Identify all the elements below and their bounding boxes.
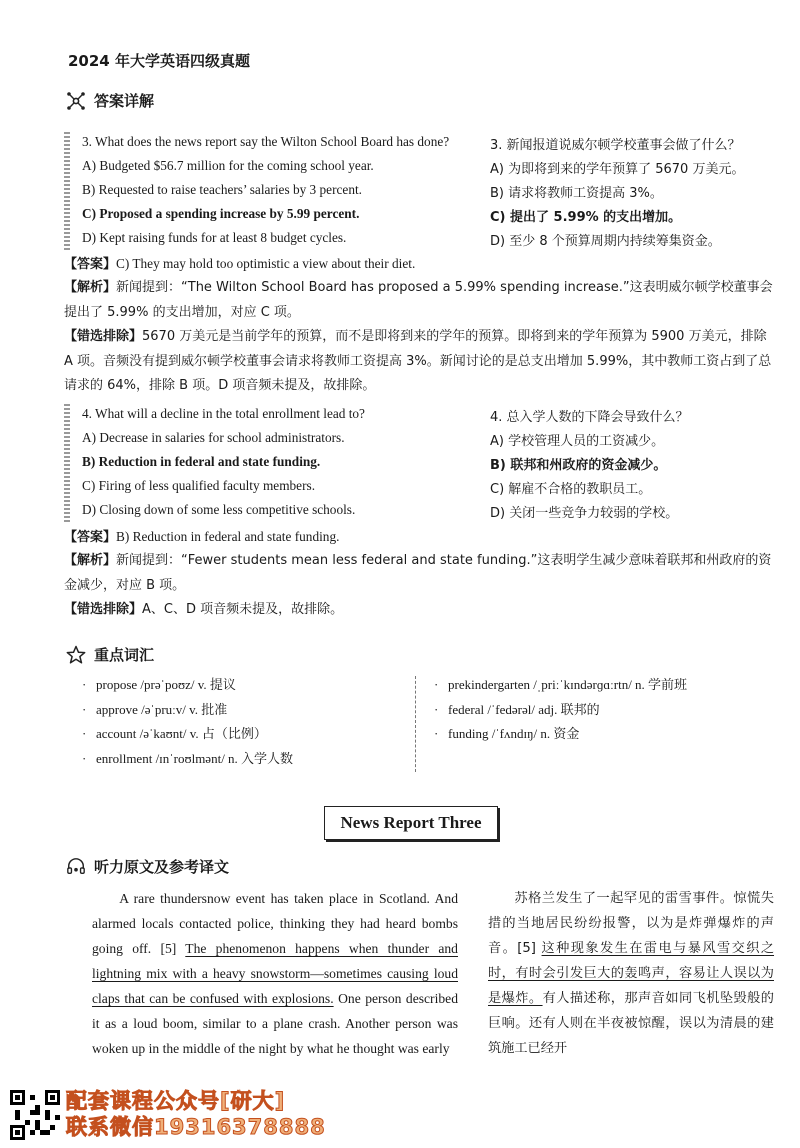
question-3-block bbox=[64, 132, 784, 250]
watermark bbox=[66, 1088, 326, 1140]
analysis-tag: 【解析】 bbox=[64, 553, 117, 568]
vocab-item: · account /əˈkaʊnt/ v. 占（比例） bbox=[82, 726, 267, 741]
elimination-text: A、C、D 项音频未提及，故排除。 bbox=[142, 602, 344, 617]
vocab-list-right bbox=[434, 673, 687, 747]
analysis-tag: 【解析】 bbox=[64, 280, 117, 295]
question-bar bbox=[64, 404, 70, 522]
q4-option-b-zh: B) 联邦和州政府的资金减少。 bbox=[490, 458, 667, 473]
q4-answer bbox=[64, 525, 776, 551]
q3-option-c-zh: C) 提出了 5.99% 的支出增加。 bbox=[490, 210, 682, 225]
q3-option-d-en: D) Kept raising funds for at least 8 budget cycles. bbox=[82, 230, 347, 245]
elimination-tag: 【错选排除】 bbox=[64, 329, 143, 344]
q3-stem-en: 3. What does the news report say the Wilton School Board has done? bbox=[82, 134, 450, 149]
question-bar bbox=[64, 132, 70, 250]
q3-stem-zh: 3. 新闻报道说威尔顿学校董事会做了什么？ bbox=[490, 138, 741, 153]
transcript-english: A rare thundersnow event has taken place in Scotland. And alarmed locals contacted police, thinking they had heard bombs going off. [5] The phenomenon happens when thunder and lightning mix with a heavy snowstorm—sometimes causing loud claps that can be confused with explosions. One person described it as a loud boom, similar to a plane crash. Another person was woken up in the middle of the night by what he thought was early bbox=[92, 891, 458, 1056]
q4-option-c-en: C) Firing of less qualified faculty members. bbox=[82, 478, 316, 493]
news-report-title: News Report Three bbox=[324, 806, 498, 840]
answer-text: C) They may hold too optimistic a view about their diet. bbox=[116, 256, 416, 271]
answer-text: B) Reduction in federal and state funding. bbox=[116, 529, 340, 544]
headphones-icon bbox=[66, 857, 86, 877]
answers-section-title: 答案详解 bbox=[94, 92, 155, 110]
answers-section-heading bbox=[66, 90, 154, 111]
vocab-section-heading bbox=[66, 644, 154, 665]
answer-tag: 【答案】 bbox=[64, 257, 117, 272]
key-sentence-en: The phenomenon happens when thunder and lightning mix with a heavy snowstorm—sometimes causing loud claps that can be confused with explosions. bbox=[92, 941, 458, 1006]
q4-option-d-zh: D) 关闭一些竞争力较弱的学校。 bbox=[490, 506, 679, 521]
page-header: 2024 年大学英语四级真题 bbox=[68, 52, 250, 70]
q3-option-c-en: C) Proposed a spending increase by 5.99 percent. bbox=[82, 206, 360, 221]
q3-option-a-en: A) Budgeted $56.7 million for the coming school year. bbox=[82, 158, 374, 173]
vocab-item: · propose /prəˈpoʊz/ v. 提议 bbox=[82, 677, 236, 692]
vocab-item: · federal /ˈfedərəl/ adj. 联邦的 bbox=[434, 701, 600, 717]
vocab-list-left bbox=[82, 673, 293, 771]
elimination-tag: 【错选排除】 bbox=[64, 602, 143, 617]
q4-stem-zh: 4. 总入学人数的下降会导致什么？ bbox=[490, 410, 689, 425]
q4-option-a-en: A) Decrease in salaries for school administrators. bbox=[82, 430, 345, 445]
vocab-item: · prekindergarten /ˌpriːˈkɪndərɡɑːrtn/ n. 学前班 bbox=[434, 677, 688, 692]
q4-analysis bbox=[64, 549, 776, 598]
transcript-chinese: 苏格兰发生了一起罕见的雷雪事件。惊慌失措的当地居民纷纷报警，以为是炸弹爆炸的声音。[5] 这种现象发生在雷电与暴风雪交织之时，有时会引发巨大的轰鸣声，容易让人误以为是爆炸。有人描述称，那声音如同飞机坠毁般的巨响。还有人则在半夜被惊醒，误以为清晨的建筑施工已经开 bbox=[488, 891, 775, 1056]
q3-option-a-zh: A) 为即将到来的学年预算了 5670 万美元。 bbox=[490, 162, 745, 177]
question-4-block bbox=[64, 404, 784, 522]
q4-option-b-en: B) Reduction in federal and state funding. bbox=[82, 454, 321, 469]
q3-option-b-zh: B) 请求将教师工资提高 3%。 bbox=[490, 186, 663, 201]
vocab-item: · enrollment /ɪnˈroʊlmənt/ n. 入学人数 bbox=[82, 750, 294, 766]
analysis-text: 新闻提到：“The Wilton School Board has proposed a 5.99% spending increase.”这表明威尔顿学校董事会提出了 5.99% 的支出增加，对应 C 项。 bbox=[64, 280, 773, 320]
key-sentence-zh: 这种现象发生在雷电与暴风雪交织之时，有时会引发巨大的轰鸣声，容易让人误以为是爆炸。 bbox=[488, 941, 775, 1006]
qr-code-icon bbox=[10, 1090, 60, 1140]
vocab-section-title: 重点词汇 bbox=[94, 646, 155, 664]
listening-section-heading bbox=[66, 856, 229, 877]
q3-option-b-en: B) Requested to raise teachers’ salaries by 3 percent. bbox=[82, 182, 362, 197]
q3-option-d-zh: D) 至少 8 个预算周期内持续筹集资金。 bbox=[490, 234, 721, 249]
vocab-item: · approve /əˈpruːv/ v. 批准 bbox=[82, 701, 228, 717]
q4-option-a-zh: A) 学校管理人员的工资减少。 bbox=[490, 434, 665, 449]
star-icon bbox=[66, 645, 86, 665]
vocab-divider bbox=[415, 676, 416, 772]
q4-option-d-en: D) Closing down of some less competitive schools. bbox=[82, 502, 356, 517]
watermark-line-2: 联系微信19316378888 bbox=[66, 1115, 326, 1139]
q3-analysis bbox=[64, 276, 776, 325]
watermark-line-1: 配套课程公众号[研大] bbox=[66, 1089, 286, 1113]
elimination-text: 5670 万美元是当前学年的预算，而不是即将到来的学年的预算。即将到来的学年预算为 5900 万美元，排除 A 项。音频没有提到威尔顿学校董事会请求将教师工资提高 3%。新闻讨论的是总支出增加 5.99%，其中教师工资占到了总请求的 64%，排除 B 项。D 项音频未提及，故排除。 bbox=[64, 329, 772, 393]
listening-section-title: 听力原文及参考译文 bbox=[94, 858, 230, 876]
q4-elimination bbox=[64, 598, 776, 623]
q3-elimination bbox=[64, 325, 776, 399]
q4-stem-en: 4. What will a decline in the total enrollment lead to? bbox=[82, 406, 365, 421]
q4-option-c-zh: C) 解雇不合格的教职员工。 bbox=[490, 482, 652, 497]
analysis-text: 新闻提到：“Fewer students mean less federal and state funding.”这表明学生减少意味着联邦和州政府的资金减少，对应 B 项。 bbox=[64, 553, 772, 593]
vocab-item: · funding /ˈfʌndɪŋ/ n. 资金 bbox=[434, 726, 580, 741]
q3-answer bbox=[64, 252, 776, 278]
answer-tag: 【答案】 bbox=[64, 530, 117, 545]
molecule-icon bbox=[66, 91, 86, 111]
